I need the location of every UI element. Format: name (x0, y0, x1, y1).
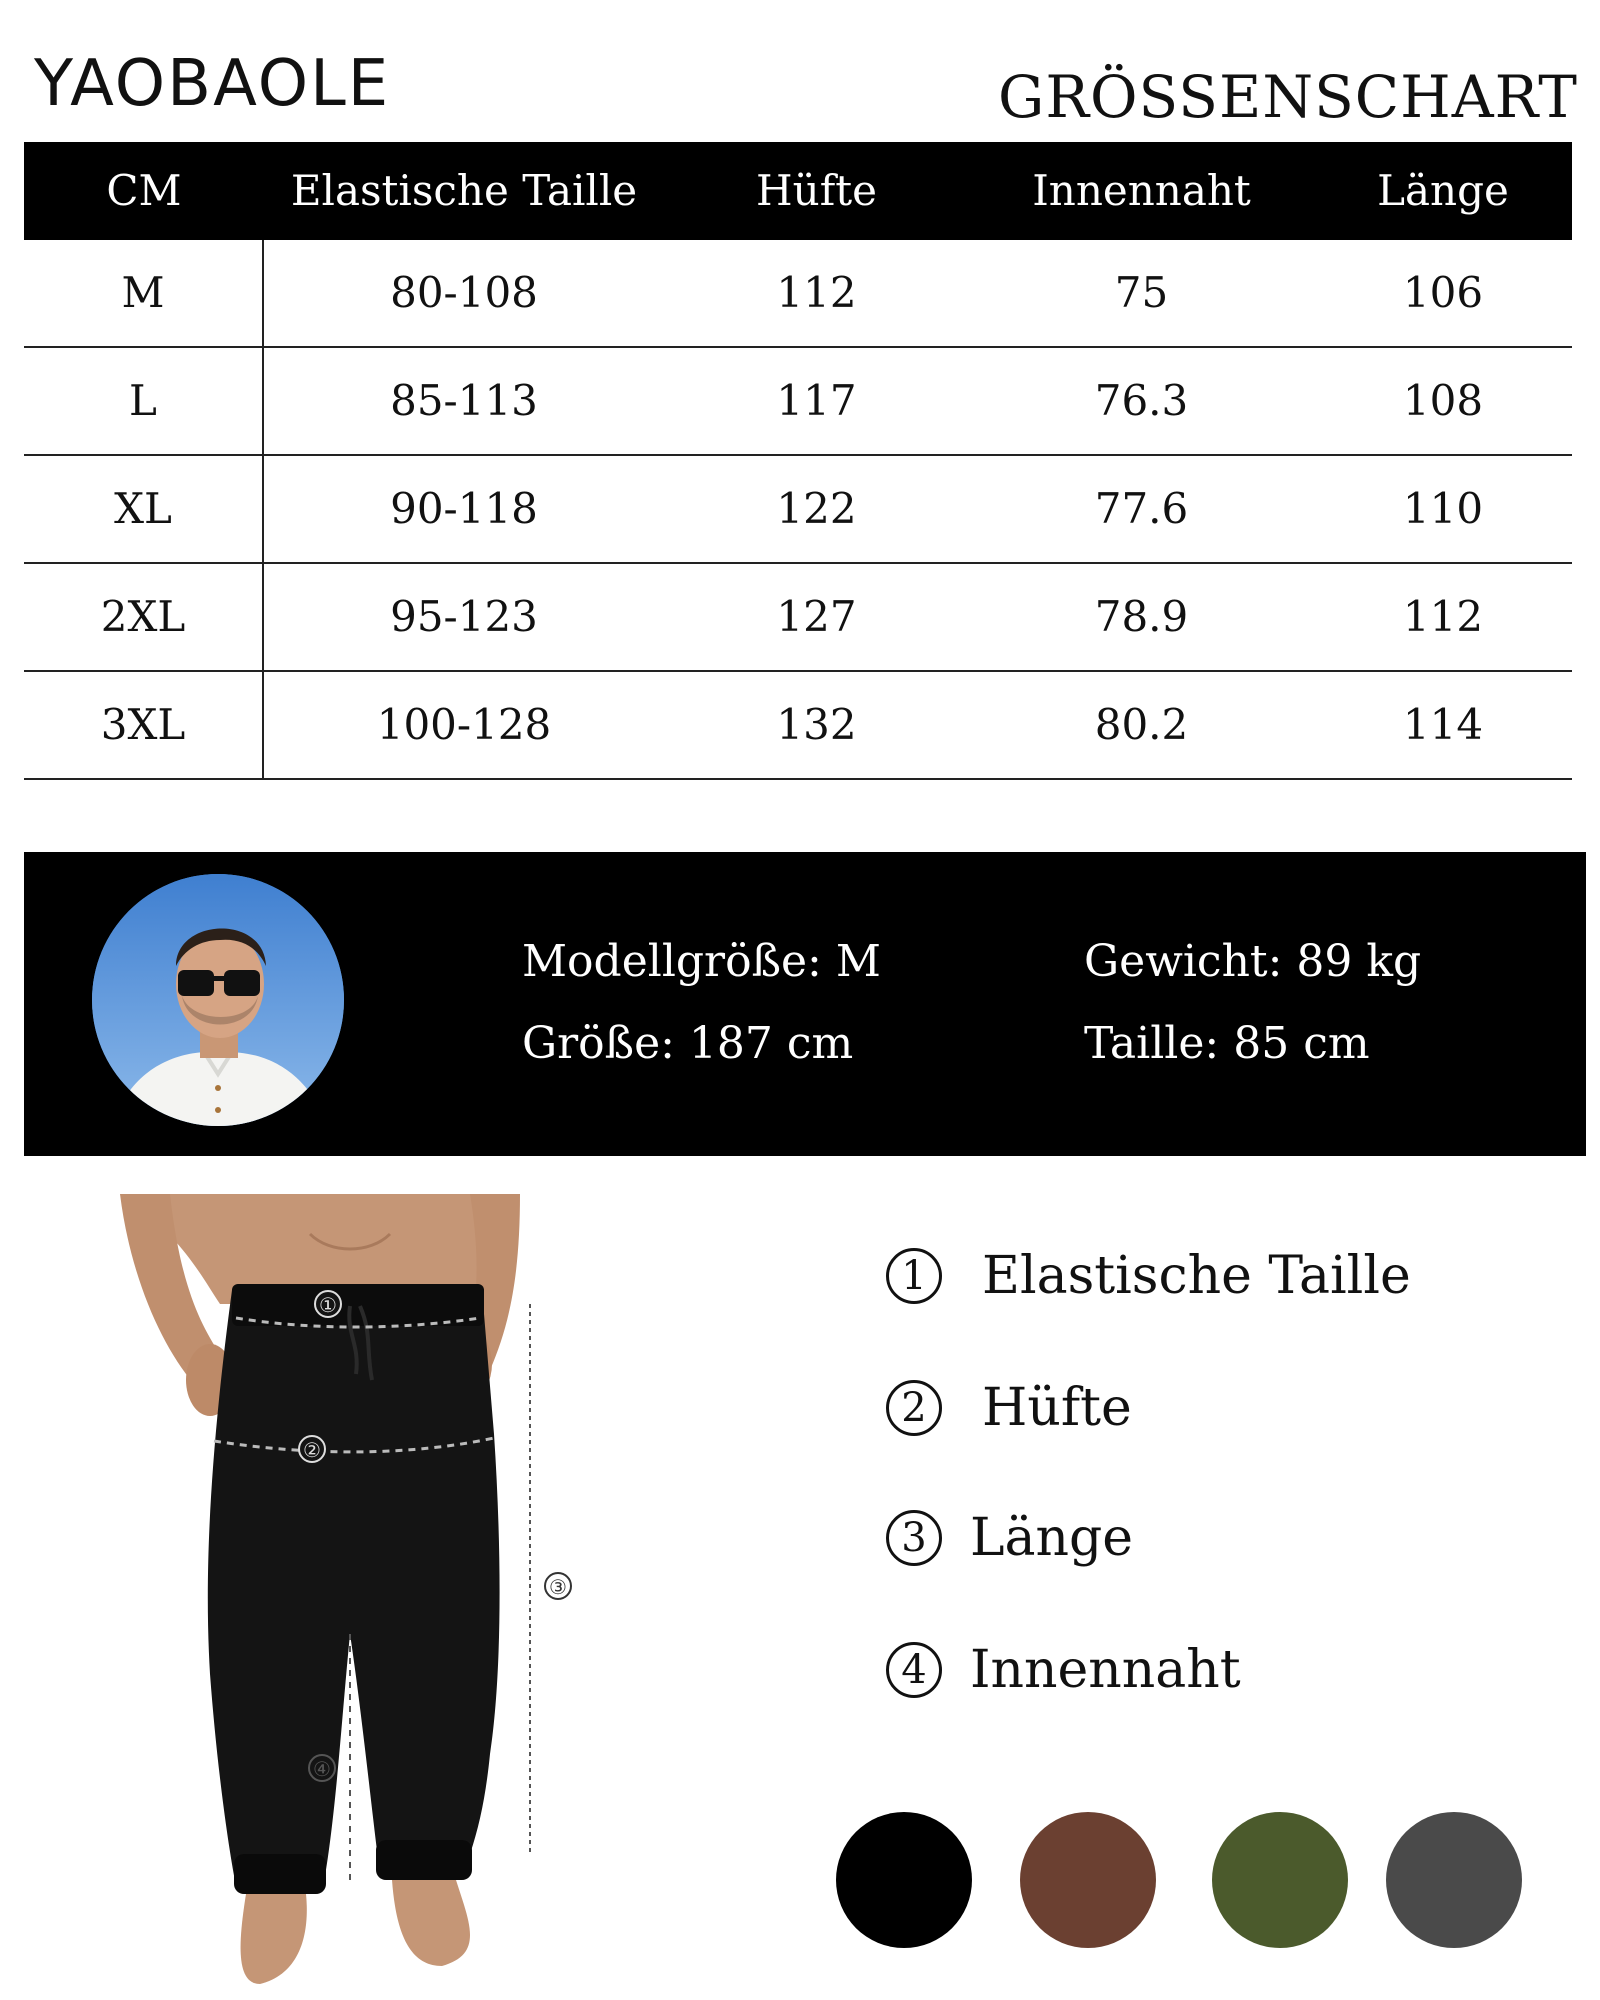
size-cell: XL (24, 456, 264, 562)
model-info-band (24, 852, 1586, 1156)
inseam-cell: 76.3 (1094, 376, 1189, 425)
waist-cell: 85-113 (390, 376, 538, 425)
length-cell: 110 (1402, 484, 1484, 533)
marker-4: ④ (313, 1757, 331, 1781)
column-header-length: Länge (1377, 166, 1509, 215)
legend-item-waist (886, 1248, 1411, 1304)
size-table (24, 142, 1572, 780)
column-header-hip: Hüfte (756, 166, 877, 215)
inseam-cell: 77.6 (1094, 484, 1189, 533)
table-row (24, 240, 1572, 348)
marker-1: ① (319, 1293, 337, 1317)
length-cell: 114 (1402, 700, 1484, 749)
color-swatch-olive[interactable] (1212, 1812, 1348, 1948)
size-cell: 3XL (24, 672, 264, 778)
size-cell: 2XL (24, 564, 264, 670)
inseam-cell: 78.9 (1094, 592, 1189, 641)
pants-illustration (110, 1194, 610, 2000)
column-header-inseam: Innennaht (1032, 166, 1251, 215)
table-row (24, 672, 1572, 780)
pants-measurement-figure (110, 1194, 610, 2000)
column-header-cm: CM (106, 166, 182, 215)
legend-label: Länge (970, 1508, 1134, 1568)
model-waist-text: Taille: 85 cm (1084, 1018, 1370, 1069)
hip-cell: 122 (776, 484, 857, 533)
size-cell: M (24, 240, 264, 346)
column-header-waist: Elastische Taille (290, 166, 638, 215)
table-row (24, 456, 1572, 564)
legend-item-hip (886, 1380, 1132, 1436)
waist-cell: 90-118 (390, 484, 538, 533)
color-swatch-gray[interactable] (1386, 1812, 1522, 1948)
length-cell: 106 (1402, 268, 1484, 317)
inseam-cell: 80.2 (1094, 700, 1189, 749)
legend-label: Hüfte (982, 1378, 1132, 1438)
marker-3: ③ (549, 1575, 567, 1599)
legend-item-length (886, 1510, 1133, 1566)
table-header (24, 142, 1572, 240)
waist-cell: 80-108 (390, 268, 538, 317)
length-cell: 108 (1402, 376, 1484, 425)
model-height-text: Größe: 187 cm (522, 1018, 854, 1069)
model-portrait-illustration (92, 874, 344, 1126)
legend-number: 1 (886, 1248, 942, 1304)
waist-cell: 100-128 (376, 700, 552, 749)
color-swatch-black[interactable] (836, 1812, 972, 1948)
hip-cell: 127 (776, 592, 857, 641)
legend-number: 2 (886, 1380, 942, 1436)
inseam-cell: 75 (1114, 268, 1169, 317)
length-cell: 112 (1402, 592, 1484, 641)
table-row (24, 564, 1572, 672)
hip-cell: 117 (776, 376, 857, 425)
brand-logo: YAOBAOLE (34, 47, 391, 121)
marker-2: ② (303, 1438, 321, 1462)
legend-label: Elastische Taille (982, 1246, 1411, 1306)
model-photo (92, 874, 344, 1126)
legend-number: 4 (886, 1642, 942, 1698)
page-title: GRÖSSENSCHART (997, 63, 1578, 131)
legend-label: Innennaht (970, 1640, 1241, 1700)
model-weight-text: Gewicht: 89 kg (1084, 936, 1422, 987)
model-size-text: Modellgröße: M (522, 936, 881, 987)
color-swatch-brown[interactable] (1020, 1812, 1156, 1948)
hip-cell: 112 (776, 268, 857, 317)
table-row (24, 348, 1572, 456)
hip-cell: 132 (776, 700, 857, 749)
waist-cell: 95-123 (390, 592, 538, 641)
legend-item-inseam (886, 1642, 1241, 1698)
size-cell: L (24, 348, 264, 454)
legend-number: 3 (886, 1510, 942, 1566)
